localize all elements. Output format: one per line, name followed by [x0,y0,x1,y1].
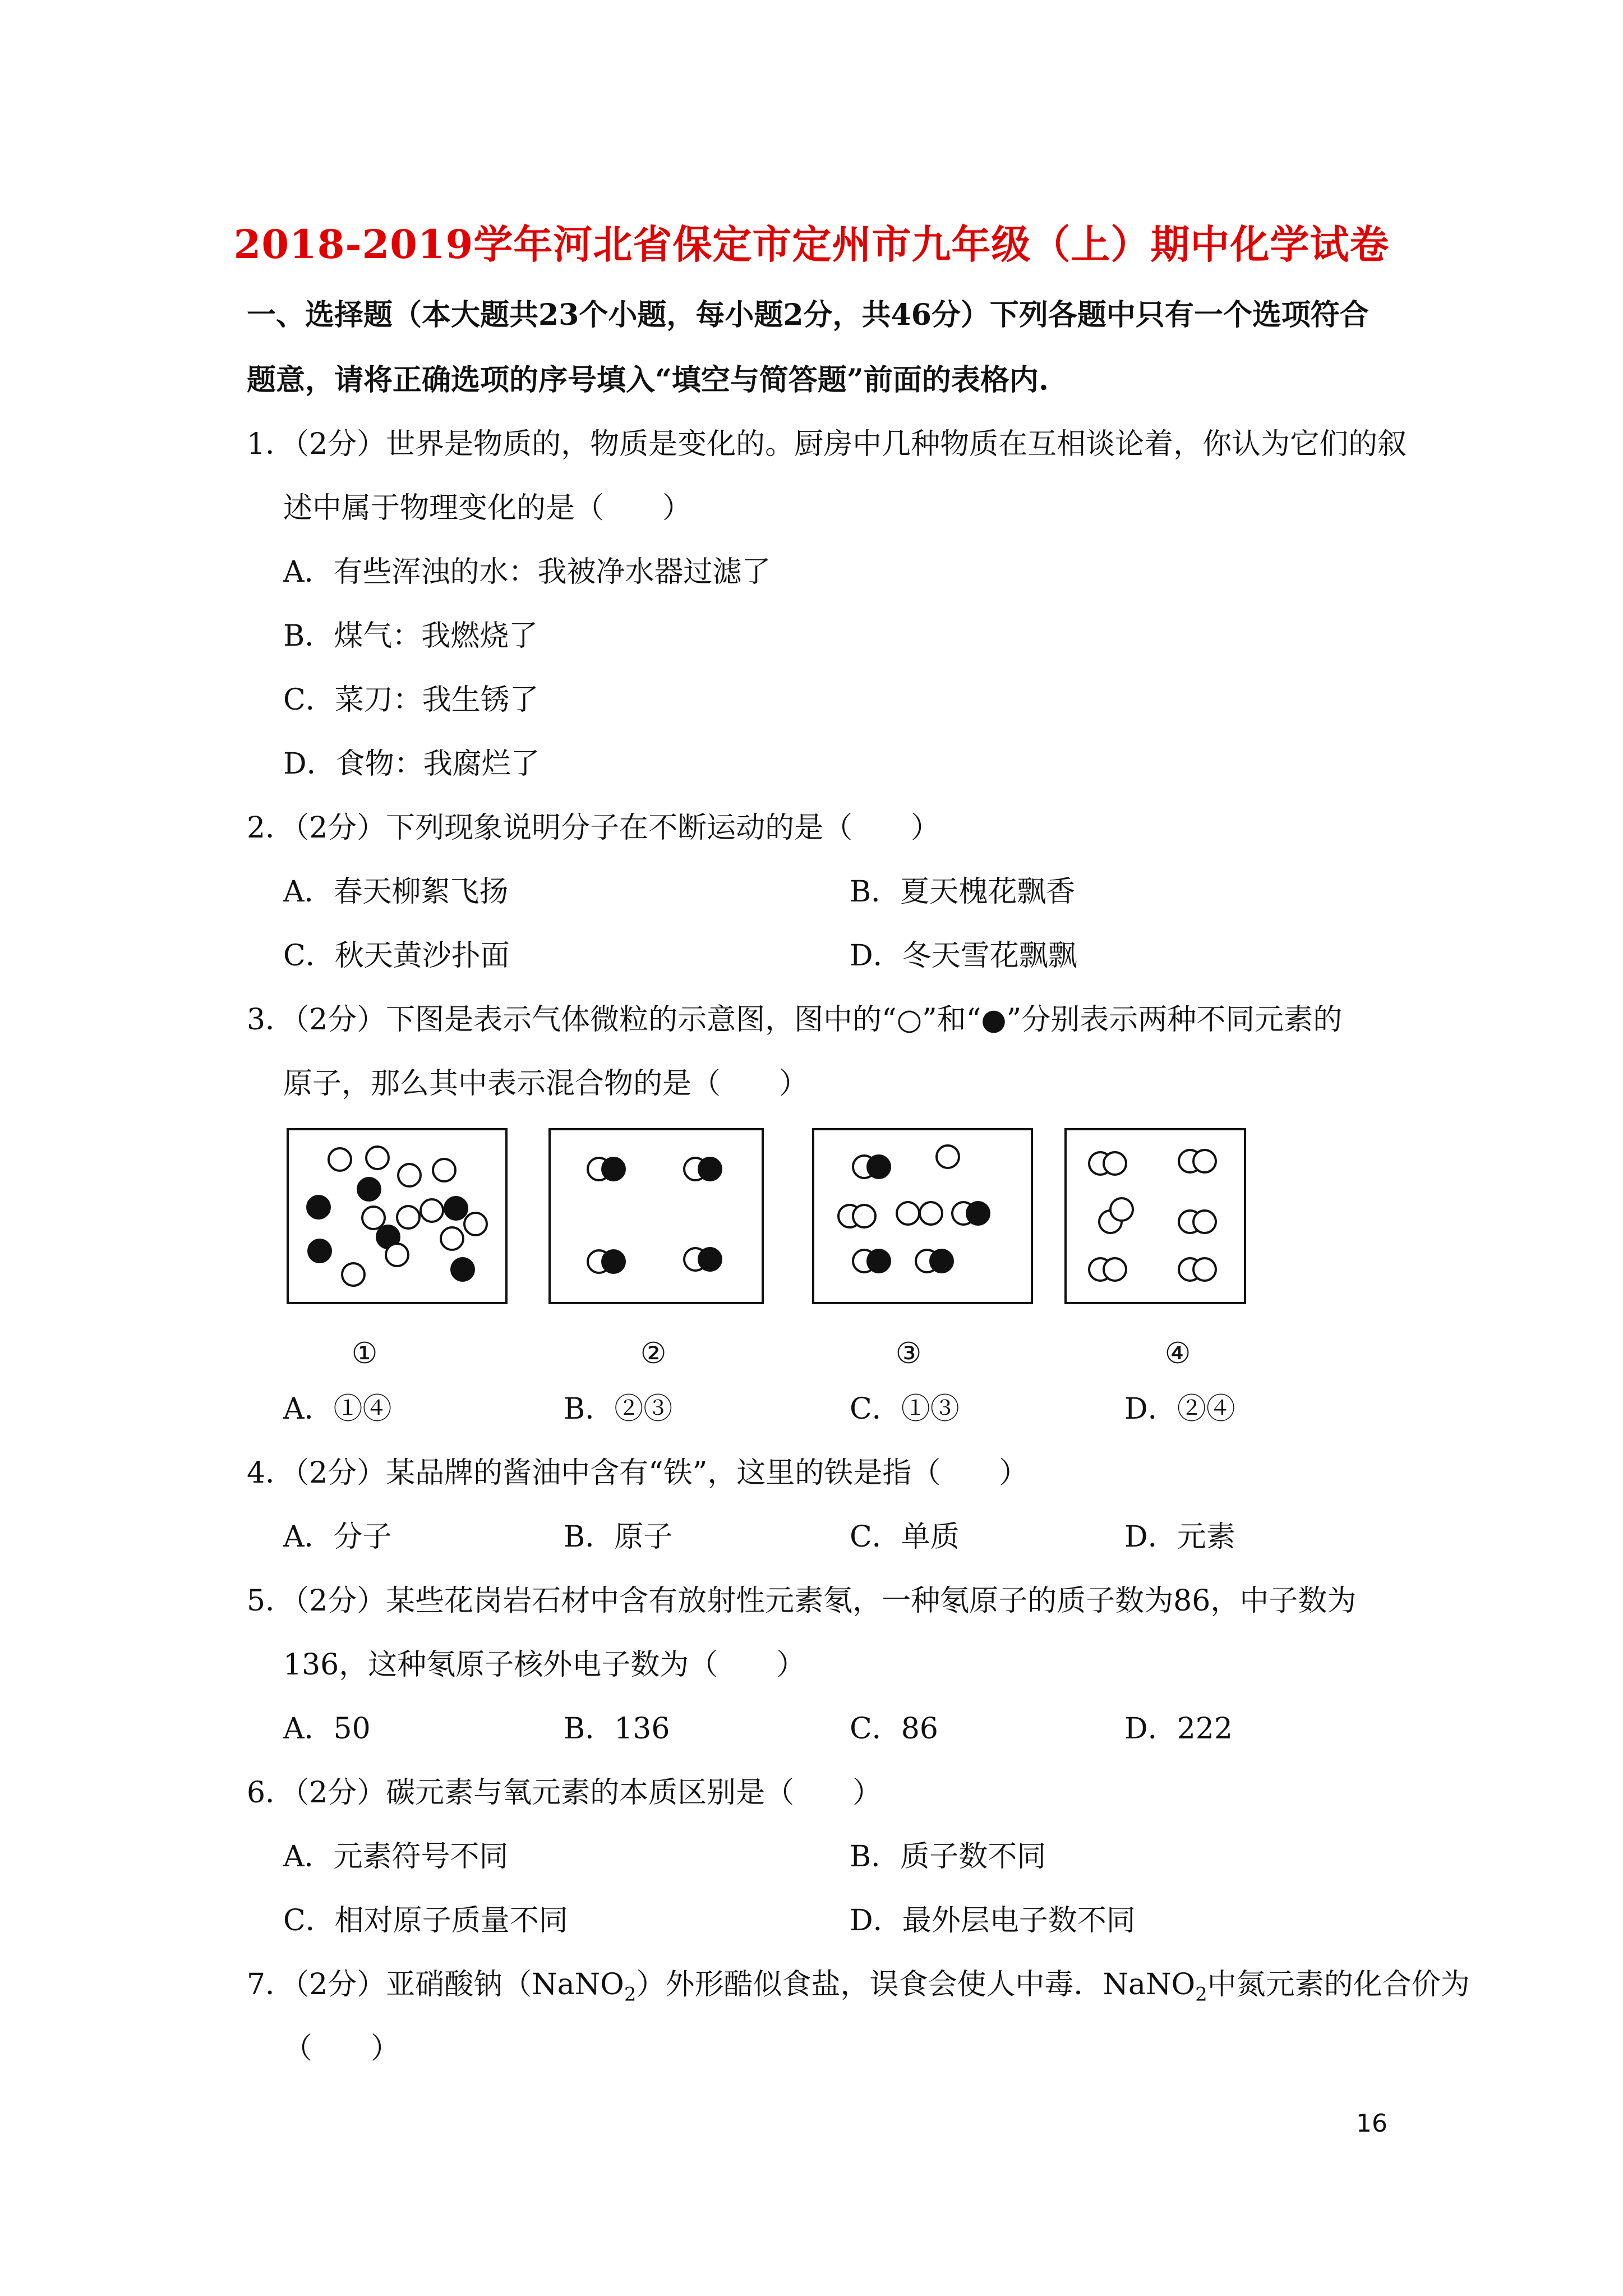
q1-option-d: D．食物：我腐烂了 [283,747,540,781]
q1-option-a: A．有些浑浊的水：我被净水器过滤了 [283,555,771,589]
black-atom [868,1156,890,1178]
white-atom [897,1202,919,1225]
q4-stem: 4．（2分）某品牌的酱油中含有“铁”，这里的铁是指（ ） [247,1456,1029,1490]
black-atom [307,1196,330,1218]
q3-stem-line-1: 3．（2分）下图是表示气体微粒的示意图，图中的“○”和“●”分别表示两种不同元素的 [247,1003,1343,1037]
black-atom [699,1248,721,1271]
q6-option-a: A．元素符号不同 [283,1840,509,1874]
black-atom [699,1158,721,1180]
white-atom [421,1199,443,1222]
white-atom [1193,1258,1216,1281]
white-atom [329,1148,351,1171]
diagram-label-4: ④ [1164,1337,1191,1370]
black-atom [602,1158,625,1180]
white-atom [464,1213,487,1235]
q7-subscript-2: 2 [1195,1983,1207,2006]
q7-stem-part-c: 中氮元素的化合价为 [1207,1968,1470,2001]
q7-stem-line-2: （ ） [283,2032,400,2065]
q6-stem: 6．（2分）碳元素与氧元素的本质区别是（ ） [247,1776,882,1810]
black-atom [967,1202,989,1225]
q3-option-a: A．①④ [283,1392,392,1426]
white-atom [386,1244,408,1266]
white-atom [920,1202,942,1225]
exam-title: 2018-2019学年河北省保定市定州市九年级（上）期中化学试卷 [233,221,1390,268]
q7-stem-line-1 [247,1967,1470,2012]
diagram-label-3: ③ [895,1337,922,1370]
white-atom [1104,1258,1126,1281]
q5-option-a: A．50 [283,1712,371,1746]
white-atom [1104,1152,1126,1175]
q1-option-c: C．菜刀：我生锈了 [283,683,539,717]
q5-option-d: D．222 [1124,1712,1233,1746]
q4-option-b: B．原子 [564,1520,673,1554]
q3-option-b: B．②③ [564,1392,673,1426]
q6-option-d: D．最外层电子数不同 [850,1904,1136,1938]
q3-stem-line-2: 原子，那么其中表示混合物的是（ ） [283,1067,809,1101]
q3-option-c: C．①③ [850,1392,960,1426]
q5-stem-line-2: 136，这种氡原子核外电子数为（ ） [283,1648,806,1682]
black-atom [358,1178,380,1200]
white-atom [366,1147,389,1169]
q3-option-d: D．②④ [1124,1392,1235,1426]
q2-option-c: C．秋天黄沙扑面 [283,939,510,973]
q5-stem-line-1: 5．（2分）某些花岗岩石材中含有放射性元素氡，一种氡原子的质子数为86，中子数为 [247,1584,1357,1618]
black-atom [308,1240,331,1262]
section-instruction-line-1: 一、选择题（本大题共23个小题，每小题2分，共46分）下列各题中只有一个选项符合 [247,298,1369,332]
white-atom [441,1227,463,1250]
black-atom [868,1250,890,1272]
black-atom [445,1197,467,1220]
page-number: 16 [1356,2109,1387,2138]
q2-option-a: A．春天柳絮飞扬 [283,875,509,909]
section-instruction-line-2: 题意，请将正确选项的序号填入“填空与简答题”前面的表格内. [247,363,1049,397]
diagram-label-2: ② [640,1337,667,1370]
white-atom [1193,1211,1216,1233]
q2-option-b: B．夏天槐花飘香 [850,875,1076,909]
black-atom [930,1250,953,1272]
q1-option-b: B．煤气：我燃烧了 [283,619,538,653]
white-atom [342,1263,365,1286]
q5-option-c: C．86 [850,1712,938,1746]
white-atom [433,1159,455,1181]
q4-option-a: A．分子 [283,1520,392,1554]
q6-option-c: C．相对原子质量不同 [283,1904,568,1938]
white-atom [853,1205,875,1227]
white-atom [398,1164,421,1186]
black-atom [602,1250,625,1273]
diagram-label-1: ① [351,1337,378,1370]
diagram-box-2 [550,1129,763,1303]
white-atom [397,1206,419,1228]
white-atom [1110,1198,1133,1221]
q2-option-d: D．冬天雪花飘飘 [850,939,1077,973]
white-atom [362,1207,385,1229]
white-atom [1193,1150,1216,1172]
q1-stem-line-1: 1．（2分）世界是物质的，物质是变化的。厨房中几种物质在互相谈论着，你认为它们的叙 [247,427,1407,461]
q4-option-d: D．元素 [1124,1520,1235,1554]
gas-particle-diagram [286,1128,1267,1380]
q6-option-b: B．质子数不同 [850,1840,1046,1874]
black-atom [451,1258,474,1281]
white-atom [937,1145,959,1168]
q7-subscript-1: 2 [624,1983,637,2006]
q2-stem: 2．（2分）下列现象说明分子在不断运动的是（ ） [247,811,940,845]
q4-option-c: C．单质 [850,1520,960,1554]
q7-stem-part-a: 7．（2分）亚硝酸钠（NaNO [247,1968,624,2001]
q7-stem-part-b: ）外形酷似食盐，误食会使人中毒．NaNO [636,1968,1196,2001]
q5-option-b: B．136 [564,1712,670,1746]
q1-stem-line-2: 述中属于物理变化的是（ ） [283,491,692,525]
